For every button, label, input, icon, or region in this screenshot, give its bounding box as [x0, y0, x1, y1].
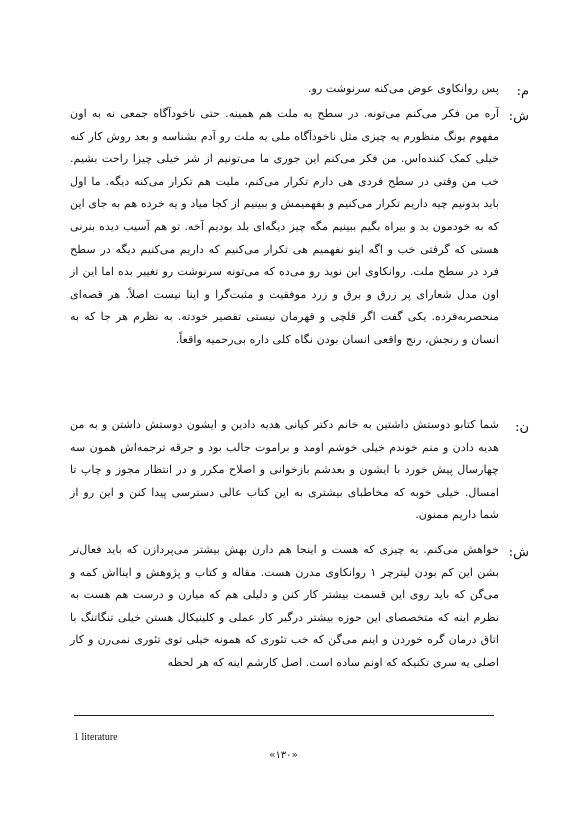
- dialogue-paragraph-1: [70, 78, 529, 101]
- paragraph-text: پس روانکاوی عوض می‌کنه سرنوشت رو.: [307, 82, 499, 95]
- page-number: «۱۳۰»: [269, 750, 298, 761]
- speaker-label: ش:: [508, 545, 529, 560]
- speaker-label: ن:: [515, 420, 529, 435]
- speaker-label: م:: [516, 84, 529, 99]
- dialogue-paragraph-3: [70, 414, 529, 527]
- speaker-label: ش:: [508, 109, 529, 124]
- paragraph-text: آره من فکر می‌کنم می‌تونه. در سطح یه ملت هم همینه. حتی ناخودآگاه جمعی نه به اون مفهوم یونگ منظورم یه چیزی مثل ناخودآگاه ملی یه ملت رو آدم بشناسه و بعد روش کار کنه خیلی کمک کننده‌اس. من فکر می‌کنم این جوری ما می‌تونیم از شر خیلی چیزا راحت بشیم. خب من وقتی در سطح فردی هی دارم تکرار می‌کنم، ملیت هم تکرار می‌کنه دیگه. ما اول باید بدونیم چیه داریم تکرار می‌کنیم و بفهمیمش و ببینیم از کجا میاد و یه خرده هم به جای این که به خودمون بد و بیراه بگیم ببینیم مگه چیز دیگه‌ای بلد بودیم آخه. تو هم آسیب دیده بنرنی هستی که گرفتی خب و اگه اینو نفهمیم هی تکرار می‌کنیم که داریم می‌کنیم دیگه در سطح فرد در سطح ملت. روانکاوی این نوید رو می‌ده که می‌تونه سرنوشت رو تغییر بده اما این از اون مدل شعارای پر زرق و برق و زرد موفقیت و مثبت‌گرا و اینا نیست اصلاً. هر قصه‌ای منحصربه‌فرده. یکی گفت اگر قلچی و قهرمان نیستی تقصیر خودته. به نظرم هر جا که به انسان و رنجش، رنج واقعی انسان بودن نگاه کلی داره بی‌رحمیه واقعاً.: [70, 107, 499, 346]
- paragraph-text: شما کتابو دوستش داشتین به خانم دکتر کیانی هدیه دادین و ایشون دوستش داشتن و به من هدیه دادن و منم خوندم خیلی خوشم اومد و براموت جالب بود و جرقه ترجمه‌اش همون سه چهارسال پیش خورد با ایشون و بعدشم بازخوانی و اصلاح مکرر و در انتظار مجوز و چاپ تا امسال. خیلی خوبه که مخاطبای بیشتری به این کتاب عالی دسترسی پیدا کنن و این رو از شما داریم ممنون.: [70, 418, 499, 522]
- dialogue-paragraph-4: [70, 539, 529, 675]
- paragraph-text: خواهش می‌کنم. یه چیزی که هست و اینجا هم دارن بهش بیشتر می‌پردازن که باید فعال‌تر بشن این کم بودن لیترچر ۱ روانکاوی مدرن هست. مقاله و کتاب و پژوهش و اینااش کمه و می‌گن که باید روی این قسمت بیشتر کار کنن و دلیلی هم که میارن و درست هم هست به نظرم اینه که متخصصای این حوزه بیشتر درگیر کار عملی و کلینیکال هستن خیلی تنگاتنگ با اتاق درمان گره خوردن و اینم می‌گن که خب تئوری که همونه خیلی توی تئوری نمی‌رن و کار اصلی یه سری تکنیکه که اونم ساده است. اصل کارشم اینه که هر لحظه: [70, 543, 499, 669]
- dialogue-paragraph-2: [70, 103, 529, 352]
- footnote: 1 literature: [74, 732, 118, 743]
- footnote-divider: [74, 715, 494, 716]
